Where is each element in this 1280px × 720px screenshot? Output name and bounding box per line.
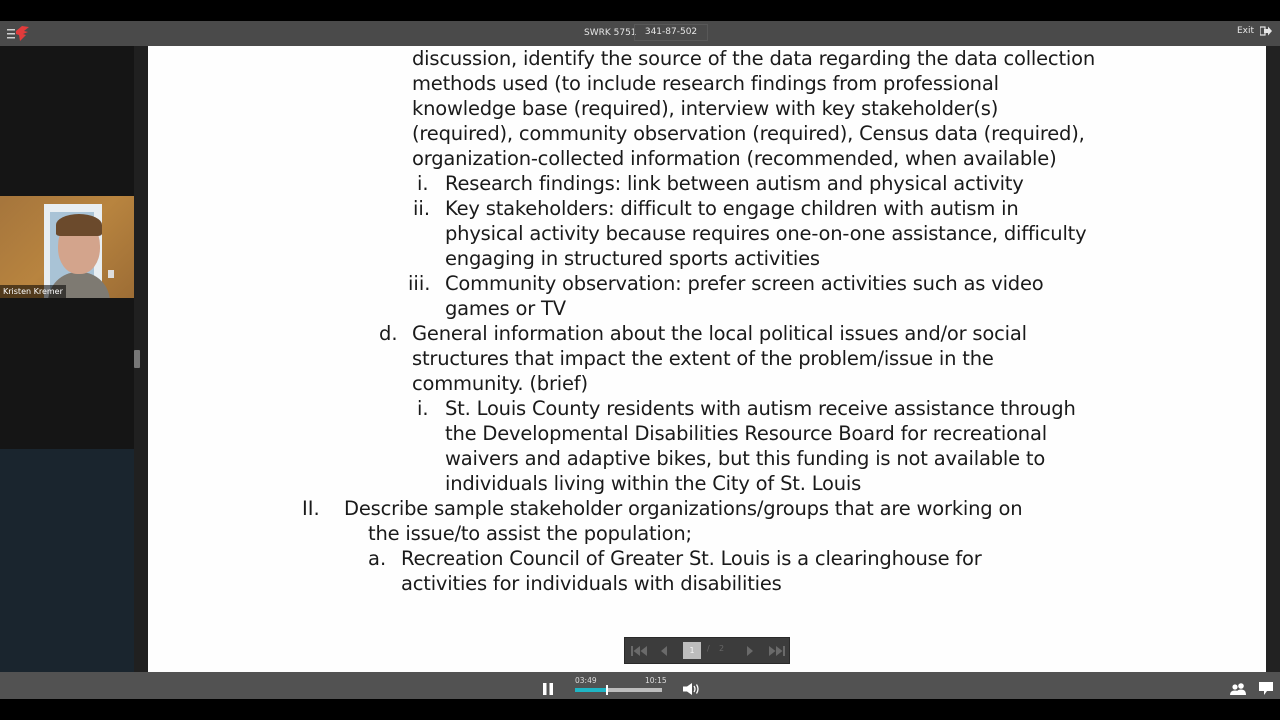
left-panel [0, 46, 148, 672]
slide-line: engaging in structured sports activities [445, 247, 820, 270]
chat-button[interactable] [1259, 680, 1273, 693]
exit-button[interactable] [1237, 26, 1272, 36]
list-marker: i. [417, 397, 429, 420]
seek-bar[interactable] [575, 688, 662, 692]
list-marker: ii. [413, 197, 431, 220]
pause-button[interactable] [543, 680, 553, 692]
seek-progress [575, 688, 607, 692]
presentation-slide [148, 46, 1266, 672]
presenter-name: Kristen Kremer [0, 285, 66, 298]
speaker-icon [683, 683, 701, 695]
next-slide-button[interactable] [743, 643, 757, 659]
chevron-left-icon [660, 645, 668, 657]
slide-line: Community observation: prefer screen activities such as video [445, 272, 1044, 295]
panel-resize-handle[interactable] [134, 350, 140, 368]
slide-line: knowledge base (required), interview with key stakeholder(s) [412, 97, 999, 120]
slide-line: activities for individuals with disabilities [401, 572, 782, 595]
seek-thumb[interactable] [606, 685, 608, 695]
list-marker: d. [379, 322, 398, 345]
first-slide-button[interactable] [629, 643, 649, 659]
slide-line: Key stakeholders: difficult to engage children with autism in [445, 197, 1019, 220]
skip-to-start-icon [631, 645, 647, 657]
skip-to-end-icon [769, 645, 785, 657]
slide-line: Recreation Council of Greater St. Louis is a clearinghouse for [401, 547, 982, 570]
chat-panel [0, 449, 134, 672]
list-marker: i. [417, 172, 429, 195]
people-icon [1230, 683, 1247, 695]
current-page-input[interactable]: 1 [683, 642, 701, 659]
slide-line: the Developmental Disabilities Resource Board for recreational [445, 422, 1047, 445]
slide-line: (required), community observation (required), Census data (required), [412, 122, 1085, 145]
slide-line: community. (brief) [412, 372, 588, 395]
chevron-right-icon [746, 645, 754, 657]
slide-line: the issue/to assist the population; [368, 522, 692, 545]
top-bar [0, 21, 1280, 46]
previous-slide-button[interactable] [657, 643, 671, 659]
slide-line: structures that impact the extent of the problem/issue in the [412, 347, 994, 370]
slide-line: organization-collected information (recommended, when available) [412, 147, 1057, 170]
player-controls [0, 672, 1280, 699]
slide-line: Research findings: link between autism and physical activity [445, 172, 1024, 195]
slide-line: physical activity because requires one-on-one assistance, difficulty [445, 222, 1087, 245]
menu-logo-icon[interactable] [7, 25, 31, 42]
right-gutter [1266, 46, 1280, 672]
session-id: 341-87-502 [634, 24, 708, 41]
last-slide-button[interactable] [767, 643, 787, 659]
course-title: SWRK 5751 [584, 28, 637, 38]
slide-line: methods used (to include research findings from professional [412, 72, 999, 95]
page-separator: / [707, 644, 710, 653]
total-duration: 10:15 [645, 676, 667, 685]
slide-line: individuals living within the City of St. Louis [445, 472, 862, 495]
total-pages: 2 [719, 644, 725, 653]
slide-line: waivers and adaptive bikes, but this funding is not available to [445, 447, 1046, 470]
pause-icon [543, 683, 553, 695]
exit-label: Exit [1236, 26, 1254, 36]
slide-line: St. Louis County residents with autism receive assistance through [445, 397, 1076, 420]
slide-line: games or TV [445, 297, 566, 320]
list-marker: a. [368, 547, 387, 570]
list-marker: II. [302, 497, 320, 520]
volume-button[interactable] [683, 680, 701, 692]
presenter-webcam [0, 196, 134, 298]
elapsed-time: 03:49 [575, 676, 597, 685]
slide-line: Describe sample stakeholder organizations/groups that are working on [344, 497, 1023, 520]
exit-icon [1260, 26, 1272, 36]
slide-line: General information about the local political issues and/or social [412, 322, 1027, 345]
list-marker: iii. [408, 272, 431, 295]
chat-bubble-icon [1259, 682, 1273, 695]
participants-button[interactable] [1230, 680, 1247, 692]
slide-page-navigator [624, 637, 790, 664]
slide-line: discussion, identify the source of the data regarding the data collection [412, 47, 1096, 70]
